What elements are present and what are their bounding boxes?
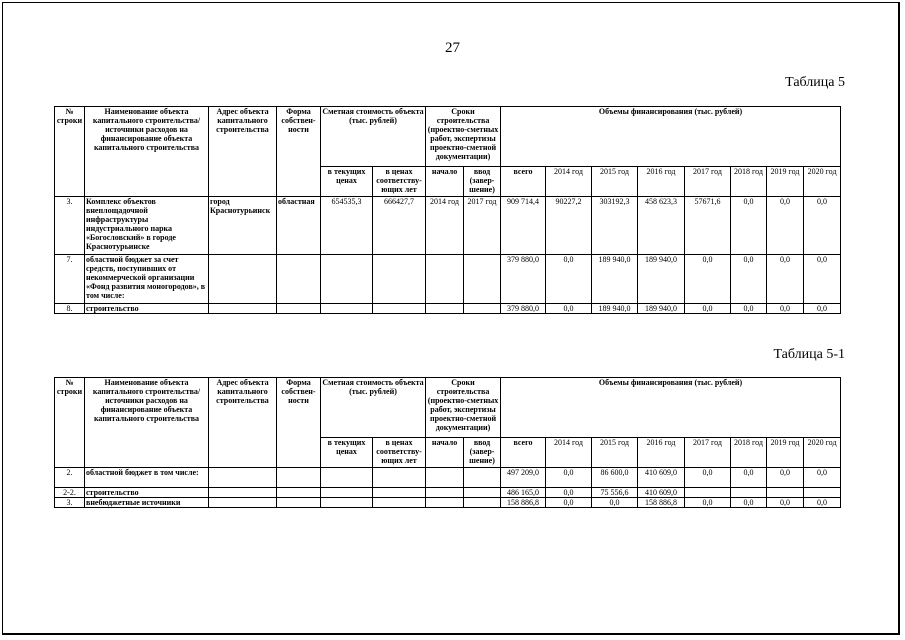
cell-cost-current (321, 468, 373, 488)
header-2015: 2015 год (592, 167, 638, 197)
cell-commission (464, 468, 501, 488)
cell-start (426, 498, 464, 508)
cell-start: 2014 год (426, 197, 464, 255)
table-row (55, 488, 841, 498)
header-row-number: № строки (55, 378, 85, 468)
header-funding-volumes: Объемы финансирования (тыс. рублей) (501, 378, 841, 438)
cell-cost-years (373, 498, 426, 508)
cell-2017: 57671,6 (685, 197, 731, 255)
cell-num: 3. (55, 498, 85, 508)
cell-2017 (685, 488, 731, 498)
header-cost-current: в текущих ценах (321, 438, 373, 468)
cell-start (426, 304, 464, 314)
cell-num: 2-2. (55, 488, 85, 498)
cell-commission (464, 498, 501, 508)
cell-2014: 0,0 (546, 304, 592, 314)
header-2020: 2020 год (804, 438, 841, 468)
header-2014: 2014 год (546, 438, 592, 468)
cell-cost-years: 666427,7 (373, 197, 426, 255)
cell-2015: 189 940,0 (592, 255, 638, 304)
cell-total: 379 880,0 (501, 304, 546, 314)
cell-num: 8. (55, 304, 85, 314)
cell-cost-current: 654535,3 (321, 197, 373, 255)
cell-start (426, 255, 464, 304)
cell-2020: 0,0 (804, 255, 841, 304)
cell-2016: 158 886,8 (638, 498, 685, 508)
cell-name: строительство (85, 488, 209, 498)
cell-2015: 189 940,0 (592, 304, 638, 314)
cell-cost-years (373, 255, 426, 304)
cell-cost-current (321, 498, 373, 508)
cell-name: строительство (85, 304, 209, 314)
cell-name: Комплекс объектов внеплощадочной инфраструктуры индустриального парка «Богословский» в городе Краснотурьинске (85, 197, 209, 255)
cell-num: 7. (55, 255, 85, 304)
table-row (55, 304, 841, 314)
cell-form (277, 488, 321, 498)
header-total: всего (501, 167, 546, 197)
header-object-name: Наименование объекта капитального строительства/ источники расходов на финансирование объекта капитального строительства (85, 378, 209, 468)
cell-2014: 0,0 (546, 488, 592, 498)
page-number: 27 (445, 40, 460, 56)
header-cost-current: в текущих ценах (321, 167, 373, 197)
cell-total: 158 886,8 (501, 498, 546, 508)
header-2017: 2017 год (685, 438, 731, 468)
cell-2015: 0,0 (592, 498, 638, 508)
cell-2016: 410 609,0 (638, 488, 685, 498)
header-2020: 2020 год (804, 167, 841, 197)
cell-cost-years (373, 304, 426, 314)
table-row (55, 468, 841, 488)
cell-2019: 0,0 (767, 304, 804, 314)
cell-2018: 0,0 (731, 498, 767, 508)
header-row-number: № строки (55, 107, 85, 197)
cell-form: областная (277, 197, 321, 255)
cell-2019: 0,0 (767, 197, 804, 255)
header-2018: 2018 год (731, 438, 767, 468)
cell-address (209, 498, 277, 508)
cell-2020: 0,0 (804, 498, 841, 508)
header-2014: 2014 год (546, 167, 592, 197)
table-5-1 (54, 377, 841, 508)
cell-name: внебюджетные источники (85, 498, 209, 508)
header-2016: 2016 год (638, 438, 685, 468)
cell-2018 (731, 488, 767, 498)
cell-name: областной бюджет за счет средств, поступивших от некоммерческой организации «Фонд развития моногородов», в том числе: (85, 255, 209, 304)
cell-2016: 458 623,3 (638, 197, 685, 255)
header-address: Адрес объекта капитального строительства (209, 107, 277, 197)
cell-form (277, 304, 321, 314)
cell-address: город Краснотурьинск (209, 197, 277, 255)
header-cost-years: в ценах соответству-ющих лет (373, 167, 426, 197)
cell-2020: 0,0 (804, 468, 841, 488)
cell-cost-current (321, 488, 373, 498)
cell-cost-years (373, 468, 426, 488)
header-2017: 2017 год (685, 167, 731, 197)
header-object-name: Наименование объекта капитального строительства/ источники расходов на финансирование объекта капитального строительства (85, 107, 209, 197)
cell-2018: 0,0 (731, 255, 767, 304)
cell-2018: 0,0 (731, 304, 767, 314)
cell-2018: 0,0 (731, 468, 767, 488)
cell-2019 (767, 488, 804, 498)
cell-2016: 189 940,0 (638, 255, 685, 304)
header-start: начало (426, 167, 464, 197)
table-row (55, 498, 841, 508)
header-2016: 2016 год (638, 167, 685, 197)
cell-commission (464, 255, 501, 304)
header-total: всего (501, 438, 546, 468)
header-construction-terms: Сроки строительства (проектно-сметных работ, экспертизы проектно-сметной документации) (426, 378, 501, 438)
cell-total: 486 165,0 (501, 488, 546, 498)
cell-start (426, 488, 464, 498)
header-construction-terms: Сроки строительства (проектно-сметных работ, экспертизы проектно-сметной документации) (426, 107, 501, 167)
header-2019: 2019 год (767, 167, 804, 197)
header-estimated-cost: Сметная стоимость объекта (тыс. рублей) (321, 107, 426, 167)
cell-total: 909 714,4 (501, 197, 546, 255)
cell-commission (464, 304, 501, 314)
cell-2014: 0,0 (546, 255, 592, 304)
header-cost-years: в ценах соответству-ющих лет (373, 438, 426, 468)
cell-2018: 0,0 (731, 197, 767, 255)
cell-2014: 0,0 (546, 468, 592, 488)
cell-2015: 303192,3 (592, 197, 638, 255)
cell-2015: 86 600,0 (592, 468, 638, 488)
cell-2020: 0,0 (804, 197, 841, 255)
cell-2017: 0,0 (685, 255, 731, 304)
cell-2017: 0,0 (685, 304, 731, 314)
cell-address (209, 468, 277, 488)
cell-address (209, 488, 277, 498)
cell-2015: 75 556,6 (592, 488, 638, 498)
cell-name: областной бюджет в том числе: (85, 468, 209, 488)
cell-form (277, 468, 321, 488)
cell-2014: 90227,2 (546, 197, 592, 255)
cell-cost-current (321, 304, 373, 314)
table-row (55, 255, 841, 304)
header-estimated-cost: Сметная стоимость объекта (тыс. рублей) (321, 378, 426, 438)
cell-total: 379 880,0 (501, 255, 546, 304)
cell-address (209, 304, 277, 314)
cell-cost-years (373, 488, 426, 498)
header-address: Адрес объекта капитального строительства (209, 378, 277, 468)
header-start: начало (426, 438, 464, 468)
cell-total: 497 209,0 (501, 468, 546, 488)
page-frame (2, 2, 900, 635)
cell-commission (464, 488, 501, 498)
cell-2017: 0,0 (685, 498, 731, 508)
table-5 (54, 106, 841, 314)
cell-2020 (804, 488, 841, 498)
cell-2019: 0,0 (767, 468, 804, 488)
table-row (55, 197, 841, 255)
cell-2017: 0,0 (685, 468, 731, 488)
header-2019: 2019 год (767, 438, 804, 468)
cell-2016: 410 609,0 (638, 468, 685, 488)
cell-start (426, 468, 464, 488)
cell-num: 2. (55, 468, 85, 488)
header-commission: ввод (завер-шение) (464, 438, 501, 468)
header-funding-volumes: Объемы финансирования (тыс. рублей) (501, 107, 841, 167)
header-commission: ввод (завер-шение) (464, 167, 501, 197)
cell-cost-current (321, 255, 373, 304)
cell-2014: 0,0 (546, 498, 592, 508)
header-2015: 2015 год (592, 438, 638, 468)
header-2018: 2018 год (731, 167, 767, 197)
cell-num: 3. (55, 197, 85, 255)
header-ownership-form: Форма собствен-ности (277, 378, 321, 468)
cell-commission: 2017 год (464, 197, 501, 255)
cell-2019: 0,0 (767, 255, 804, 304)
cell-2016: 189 940,0 (638, 304, 685, 314)
table-5-caption: Таблица 5 (785, 75, 845, 90)
cell-form (277, 255, 321, 304)
cell-2019: 0,0 (767, 498, 804, 508)
header-ownership-form: Форма собствен-ности (277, 107, 321, 197)
cell-address (209, 255, 277, 304)
cell-2020: 0,0 (804, 304, 841, 314)
cell-form (277, 498, 321, 508)
table-5-1-caption: Таблица 5-1 (773, 347, 845, 362)
